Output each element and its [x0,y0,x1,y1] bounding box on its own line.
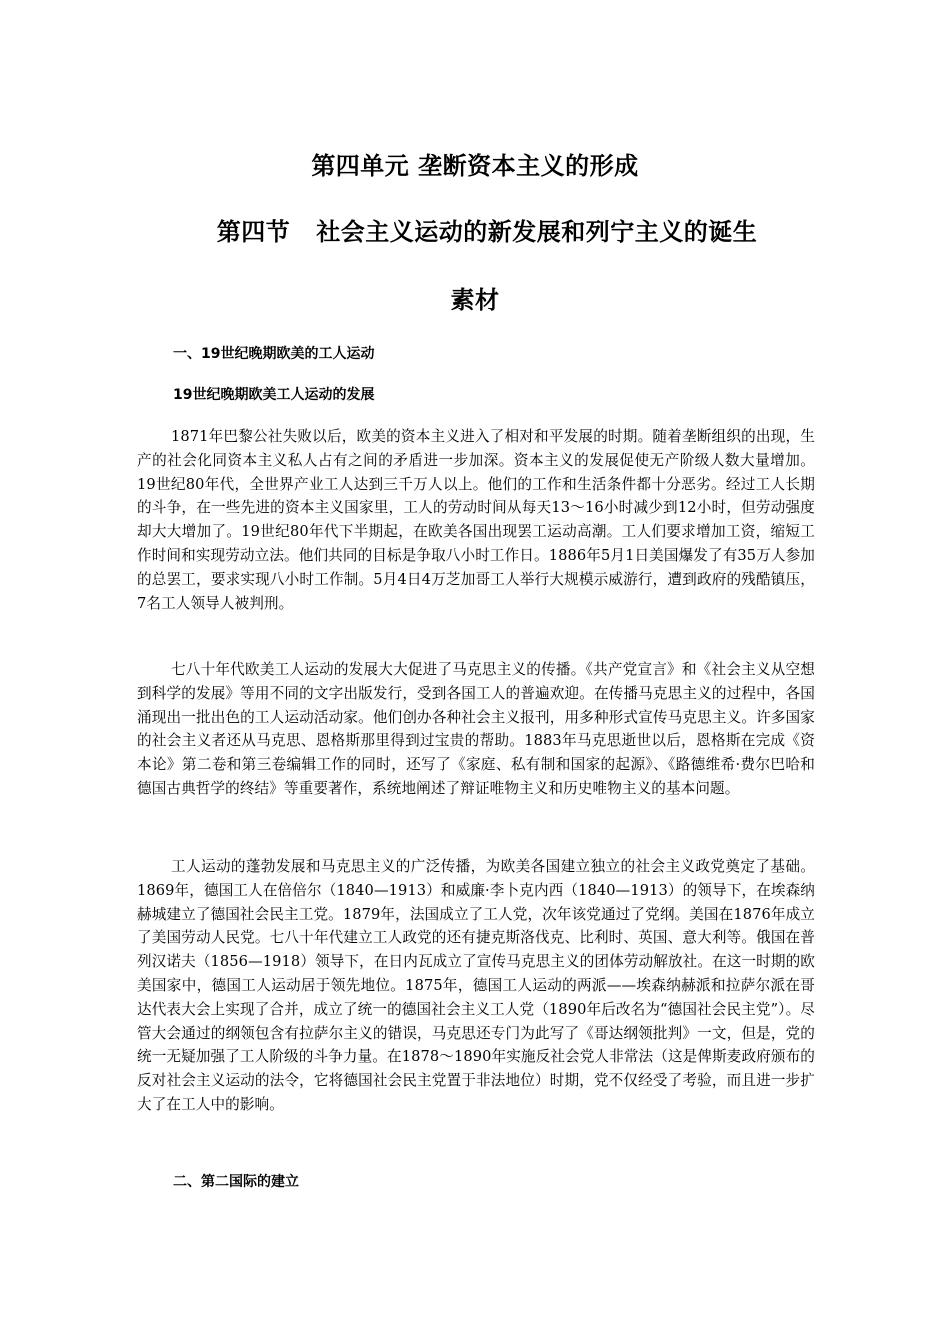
paragraph: 七八十年代欧美工人运动的发展大大促进了马克思主义的传播。《共产党宣言》和《社会主义从空想到科学的发展》等用不同的文字出版发行，受到各国工人的普遍欢迎。在传播马克思主义的过程中，各国涌现出一批出色的工人运动活动家。他们创办各种社会主义报刊，用多种形式宣传马克思主义。许多国家的社会主义者还从马克思、恩格斯那里得到过宝贵的帮助。1883年马克思逝世以后，恩格斯在完成《资本论》第二卷和第三卷编辑工作的同时，还写了《家庭、私有制和国家的起源》、《路德维希·费尔巴哈和德国古典哲学的终结》等重要著作，系统地阐述了辩证唯物主义和历史唯物主义的基本问题。 [137,661,815,797]
material-title: 素材 [450,286,500,314]
heading-two: 二、第二国际的建立 [173,1174,299,1190]
section-number: 第四节 [216,218,291,246]
heading-one: 一、19世纪晚期欧美的工人运动 [173,346,375,362]
paragraph: 1871年巴黎公社失败以后，欧美的资本主义进入了相对和平发展的时期。随着垄断组织的出现，生产的社会化同资本主义私人占有之间的矛盾进一步加深。资本主义的发展促使无产阶级人数大量增加。19世纪80年代，全世界产业工人达到三千万人以上。他们的工作和生活条件都十分恶劣。经过工人长期的斗争，在一些先进的资本主义国家里，工人的劳动时间从每天13～16小时减少到12小时，但劳动强度却大大增加了。19世纪80年代下半期起，在欧美各国出现罢工运动高潮。工人们要求增加工资，缩短工作时间和实现劳动立法。他们共同的目标是争取八小时工作日。1886年5月1日美国爆发了有35万人参加的总罢工，要求实现八小时工作制。5月4日4万芝加哥工人举行大规模示威游行，遭到政府的残酷镇压，7名工人领导人被判刑。 [137,428,815,612]
heading-one-subheading: 19世纪晚期欧美工人运动的发展 [173,387,375,403]
unit-title: 第四单元 垄断资本主义的形成 [311,152,639,180]
section-title [12,217,950,247]
section-name: 社会主义运动的新发展和列宁主义的诞生 [316,218,758,246]
paragraph: 工人运动的蓬勃发展和马克思主义的广泛传播，为欧美各国建立独立的社会主义政党奠定了基础。1869年，德国工人在倍倍尔（1840—1913）和威廉·李卜克内西（1840—1913）的领导下，在埃森纳赫城建立了德国社会民主工党。1879年，法国成立了工人党，次年该党通过了党纲。美国在1876年成立了美国劳动人民党。七八十年代建立工人政党的还有捷克斯洛伐克、比利时、英国、意大利等。俄国在普列汉诺夫（1856—1918）领导下，在日内瓦成立了宣传马克思主义的团体劳动解放社。在这一时期的欧美国家中，德国工人运动居于领先地位。1875年，德国工人运动的两派——埃森纳赫派和拉萨尔派在哥达代表大会上实现了合并，成立了统一的德国社会主义工人党（1890年后改名为“德国社会民主党”）。尽管大会通过的纲领包含有拉萨尔主义的错误，马克思还专门为此写了《哥达纲领批判》一文，但是，党的统一无疑加强了工人阶级的斗争力量。在1878～1890年实施反社会党人非常法（这是俾斯麦政府颁布的反对社会主义运动的法令，它将德国社会民主党置于非法地位）时期，党不仅经受了考验，而且进一步扩大了在工人中的影响。 [137,858,815,1113]
